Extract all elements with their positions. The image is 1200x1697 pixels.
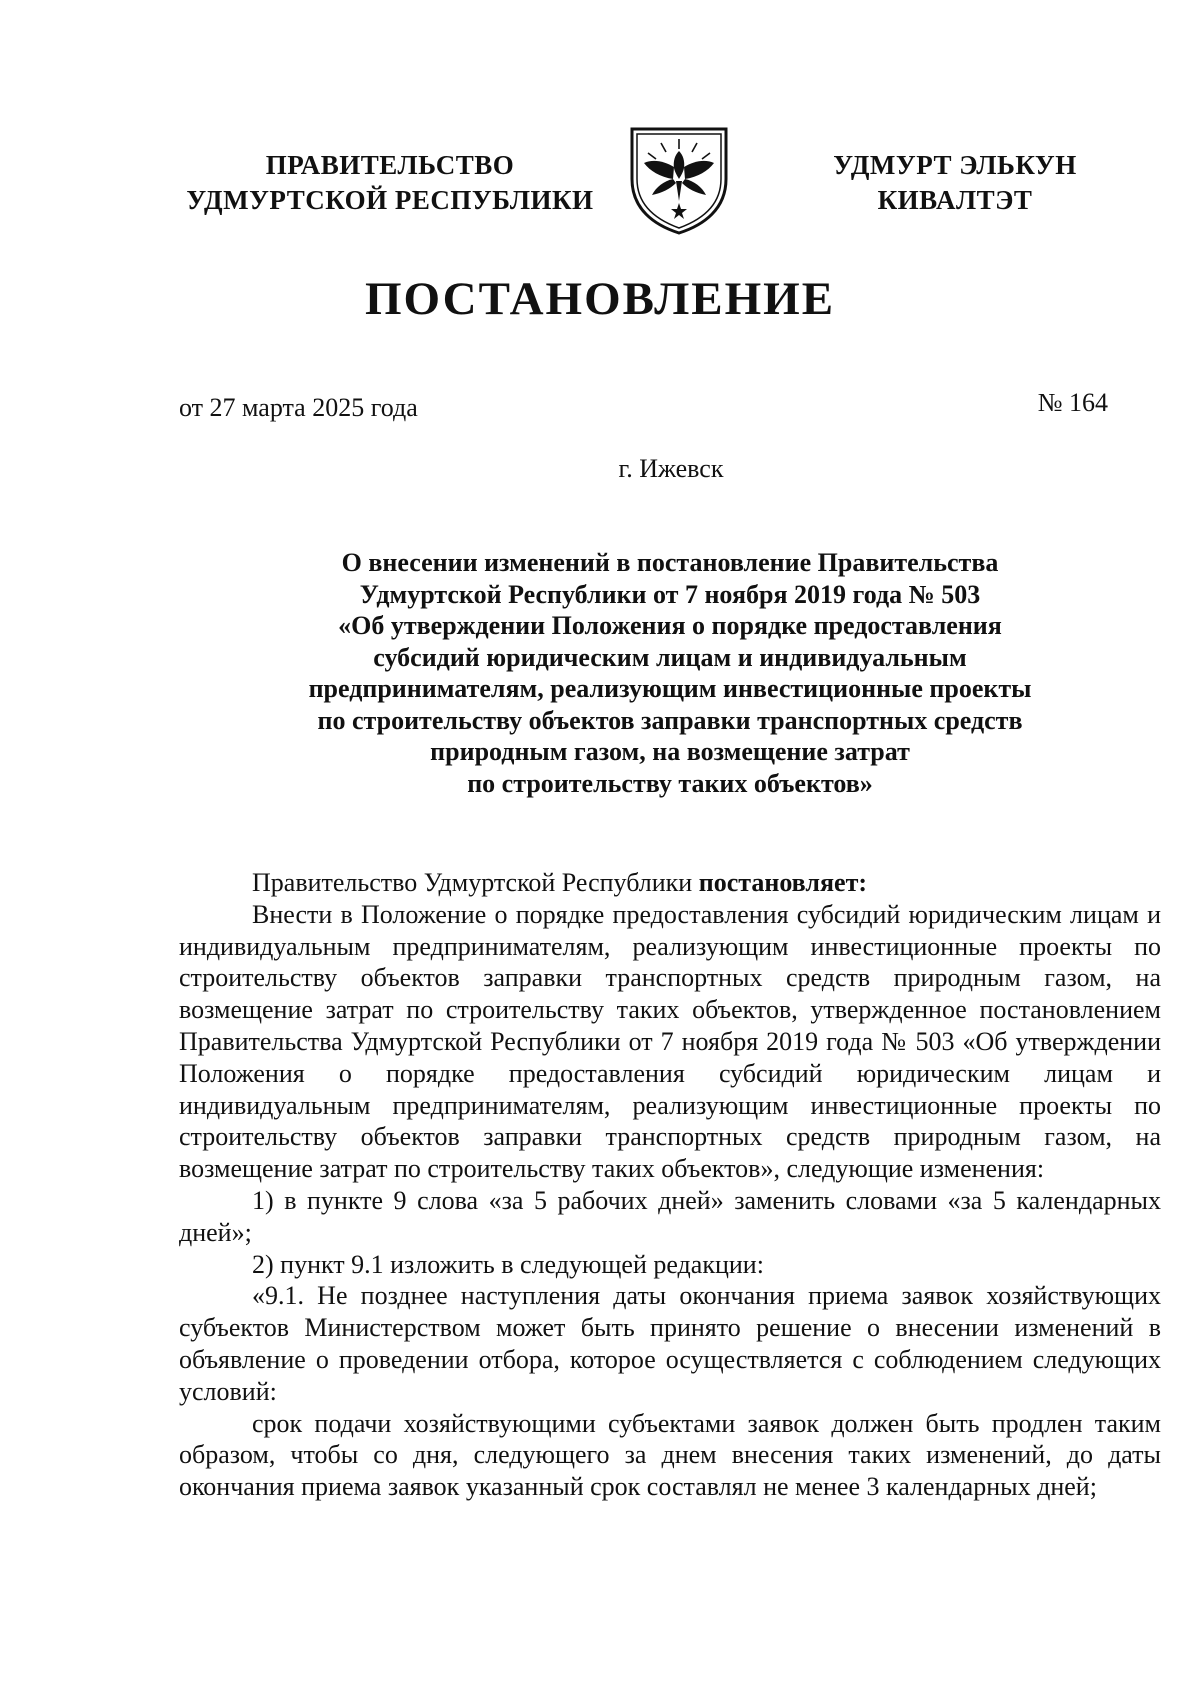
title-line: природным газом, на возмещение затрат — [430, 737, 910, 766]
issuer-name-russian — [175, 148, 605, 218]
title-line: субсидий юридическим лицам и индивидуальным — [373, 642, 967, 672]
issuer-name-line: УДМУРТСКОЙ РЕСПУБЛИКИ — [186, 185, 594, 215]
title-line: по строительству объектов заправки транспортных средств — [317, 705, 1023, 735]
title-line: по строительству таких объектов» — [467, 768, 873, 798]
body-paragraph: срок подачи хозяйствующими субъектами заявок должен быть продлен таким образом, чтобы со дня, следующего за днем внесения таких изменений, до даты окончания приема заявок указанный срок составлял не менее 3 календарных дней; — [179, 1408, 1161, 1502]
body-paragraph: Внести в Положение о порядке предоставления субсидий юридическим лицам и индивидуальным предпринимателям, реализующим инвестиционные проекты по строительству объектов заправки транспортных средств природным газом, на возмещение затрат по строительству таких объектов, утвержденное постановлением Правительства Удмуртской Республики от 7 ноября 2019 года № 503 «Об утверждении Положения о порядке предоставления субсидий юридическим лицам и индивидуальным предпринимателям, реализующим инвестиционные проекты по строительству объектов заправки транспортных средств природным газом, на возмещение затрат по строительству таких объектов», следующие изменения: — [179, 899, 1161, 1184]
body-paragraph: 1) в пункте 9 слова «за 5 рабочих дней» заменить словами «за 5 календарных дней»; — [179, 1185, 1161, 1247]
body-paragraph: 2) пункт 9.1 изложить в следующей редакции: — [252, 1249, 764, 1279]
issuer-name-line: ПРАВИТЕЛЬСТВО — [265, 150, 515, 180]
document-type-heading: ПОСТАНОВЛЕНИЕ — [364, 273, 836, 325]
issuer-name-line: КИВАЛТЭТ — [877, 185, 1033, 215]
body-paragraph: «9.1. Не позднее наступления даты окончания приема заявок хозяйствующих субъектов Министерством может быть принято решение о внесении изменений в объявление о проведении отбора, которое осуществляется с соблюдением следующих условий: — [179, 1281, 1161, 1406]
document-number: № 164 — [1037, 388, 1108, 417]
document-body — [179, 867, 1161, 1503]
title-line: Удмуртской Республики от 7 ноября 2019 года № 503 — [359, 579, 981, 609]
issuer-name-udmurt — [800, 148, 1110, 218]
intro-paragraph — [179, 867, 1161, 899]
title-line: О внесении изменений в постановление Правительства — [341, 548, 999, 577]
document-city: г. Ижевск — [618, 454, 724, 483]
issuer-name-line: УДМУРТ ЭЛЬКУН — [833, 150, 1077, 180]
title-line: предпринимателям, реализующим инвестиционные проекты — [308, 674, 1032, 703]
document-title — [160, 547, 1180, 799]
coat-of-arms-icon — [626, 121, 732, 235]
intro-verb: постановляет: — [698, 868, 867, 897]
title-line: «Об утверждении Положения о порядке предоставления — [338, 611, 1002, 640]
document-date: от 27 марта 2025 года — [179, 393, 418, 422]
intro-text: Правительство Удмуртской Республики — [252, 868, 699, 897]
